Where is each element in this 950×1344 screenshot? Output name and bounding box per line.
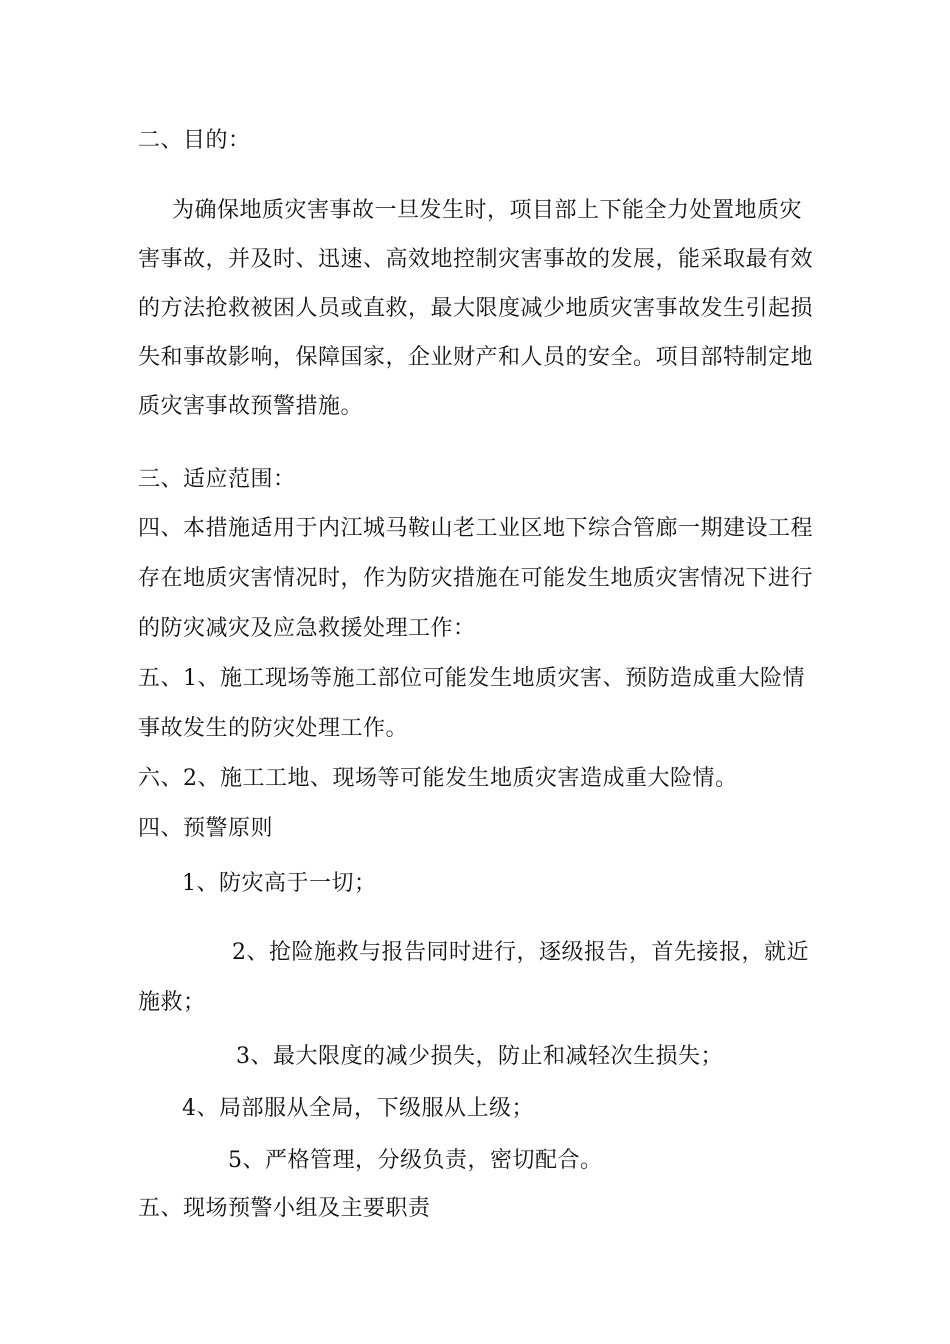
- principle-2-line2: 施救；: [138, 990, 206, 1015]
- principle-5: 5、严格管理，分级负责，密切配合。: [228, 1148, 603, 1173]
- scope-paragraph-line: 四、本措施适用于内江城马鞍山老工业区地下综合管廊一期建设工程: [138, 516, 814, 541]
- section-4-heading: 四、预警原则: [138, 816, 274, 841]
- purpose-paragraph-line: 的方法抢救被困人员或直救，最大限度减少地质灾害事故发生引起损: [138, 296, 814, 321]
- section-5-heading: 五、现场预警小组及主要职责: [138, 1196, 431, 1221]
- principle-1: 1、防灾高于一切；: [182, 871, 377, 896]
- purpose-paragraph-line: 质灾害事故预警措施。: [138, 394, 364, 419]
- section-2-heading: 二、目的：: [138, 128, 251, 153]
- scope-item-1-line: 五、1、施工现场等施工部位可能发生地质灾害、预防造成重大险情: [138, 666, 805, 691]
- principle-2-line1: 2、抢险施救与报告同时进行，逐级报告，首先接报，就近: [232, 940, 809, 965]
- scope-paragraph-line: 存在地质灾害情况时，作为防灾措施在可能发生地质灾害情况下进行: [138, 566, 814, 591]
- purpose-paragraph-line: 失和事故影响，保障国家，企业财产和人员的安全。项目部特制定地: [138, 345, 814, 370]
- section-3-heading: 三、适应范围：: [138, 467, 296, 492]
- scope-item-1-line: 事故发生的防灾处理工作。: [138, 716, 409, 741]
- scope-paragraph-line: 的防灾减灾及应急救援处理工作：: [138, 616, 476, 641]
- principle-3: 3、最大限度的减少损失，防止和减轻次生损失；: [236, 1044, 723, 1069]
- purpose-paragraph-line: 害事故，并及时、迅速、高效地控制灾害事故的发展，能采取最有效: [138, 247, 814, 272]
- purpose-paragraph-line: 为确保地质灾害事故一旦发生时，项目部上下能全力处置地质灾: [172, 198, 803, 223]
- scope-item-2: 六、2、施工工地、现场等可能发生地质灾害造成重大险情。: [138, 766, 738, 791]
- principle-4: 4、局部服从全局，下级服从上级；: [182, 1096, 534, 1121]
